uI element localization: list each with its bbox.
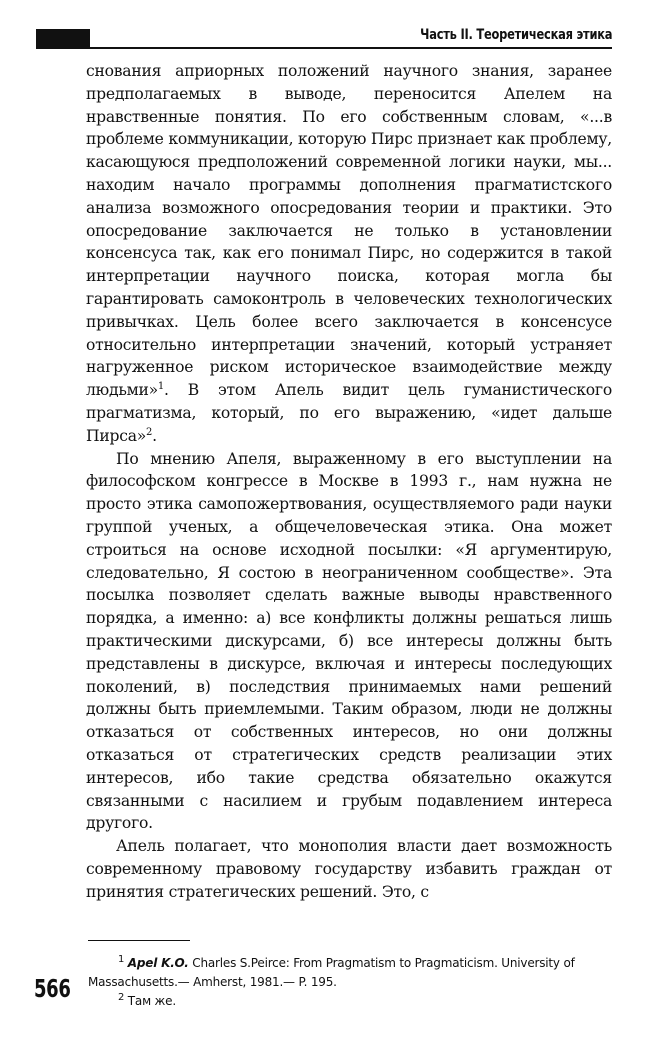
header-rule: [36, 47, 612, 49]
main-text: [86, 60, 612, 903]
paragraph-1-continuation: . В этом Апель видит цель гуманистического прагматизма, который, по его выражению, «идет дальше Пирса»: [86, 381, 612, 445]
footnote-1: [88, 954, 612, 992]
footnotes: [88, 954, 612, 1011]
footnote-1-text: Charles S.Peirce: From Pragmatism to Pragmaticism. University of Massachusetts.— Amherst, 1981.— P. 195.: [88, 956, 575, 989]
footnote-rule: [88, 940, 190, 941]
footnote-ref-1: 1: [157, 380, 165, 392]
paragraph-3: Апель полагает, что монополия власти дает возможность современному правовому государству избавить граждан от принятия стратегических решений. Это, с: [86, 837, 612, 901]
footnote-ref-2: 2: [146, 426, 153, 438]
page-number: 566: [34, 974, 71, 1003]
footnote-2: [88, 992, 612, 1011]
paragraph-1-text: снования априорных положений научного знания, заранее предполагаемых в выводе, переносится Апелем на нравственные понятия. По его собственным словам, «...в проблеме коммуникации, которую Пирс признает как проблему, касающуюся предположений современной логики науки, мы... находим начало программы дополнения прагматистского анализа возможного опосредования теории и практики. Это опосредование заключается не только в установлении консенсуса так, как его понимал Пирс, но содержится в такой интерпретации научного поиска, которая могла бы гарантировать самоконтроль в человеческих технологических привычках. Цель более всего заключается в консенсусе относительно интерпретации значений, который устраняет нагруженное риском историческое взаимодействие между людьми»: [86, 62, 612, 400]
footnote-2-marker: 2: [118, 992, 125, 1003]
paragraph-1-end: .: [152, 426, 157, 445]
footnote-1-marker: 1: [118, 954, 125, 965]
header-decor-bar: [36, 29, 90, 47]
footnote-1-author: Apel K.O.: [127, 956, 189, 970]
paragraph-2: По мнению Апеля, выраженному в его выступлении на философском конгрессе в Москве в 1993 г., нам нужна не просто этика самопожертвования, осуществляемого ради науки группой ученых, а общечеловеческая этика. Она может строиться на основе исходной посылки: «Я аргументирую, следовательно, Я состою в неограниченном сообществе». Эта посылка позволяет сделать важные выводы нравственного порядка, а именно: а) все конфликты должны решаться лишь практическими дискурсами, б) все интересы должны быть представлены в дискурсе, включая и интересы последующих поколений, в) последствия принимаемых нами решений должны быть приемлемыми. Таким образом, люди не должны отказаться от собственных интересов, но они должны отказаться от стратегических средств реализации этих интересов, ибо такие средства обязательно окажутся связанными с насилием и грубым подавлением интереса другого.: [86, 449, 612, 833]
paragraph-1: [86, 60, 612, 448]
footnote-2-text: Там же.: [124, 994, 176, 1008]
running-title: Часть II. Теоретическая этика: [419, 27, 612, 43]
